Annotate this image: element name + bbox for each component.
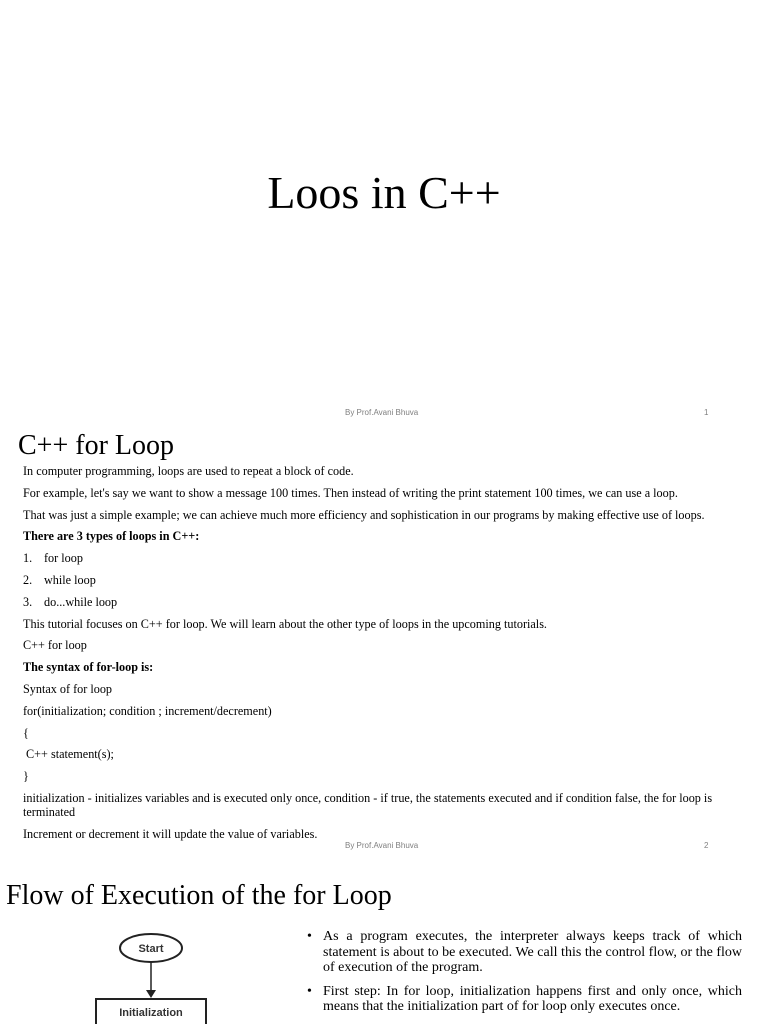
code-line: } [23, 769, 29, 784]
slide-1 [0, 0, 768, 428]
slide-page-number: 1 [704, 408, 709, 417]
explanation-line: initialization - initializes variables and is executed only once, condition - if true, the statements executed and if condition false, the for loop is terminated [23, 790, 713, 819]
flow-arrowhead [146, 990, 156, 998]
body-line: That was just a simple example; we can achieve much more efficiency and sophistication in our programs by making effective use of loops. [23, 507, 705, 522]
list-number: 2. [23, 572, 33, 587]
bullet-icon: • [307, 983, 312, 999]
body-line: Increment or decrement it will update the value of variables. [23, 826, 318, 841]
list-item [23, 573, 753, 587]
bullet-icon: • [307, 929, 312, 944]
list-number: 1. [23, 551, 33, 566]
slide-page-number: 2 [704, 841, 709, 850]
flowchart [90, 928, 220, 1024]
body-line: For example, let's say we want to show a message 100 times. Then instead of writing the print statement 100 times, we can use a loop. [23, 485, 678, 500]
slide-title: C++ for Loop [18, 430, 175, 461]
list-item [23, 551, 753, 565]
slide-body [23, 464, 753, 849]
slide-footer-author: By Prof.Avani Bhuva [345, 408, 419, 417]
slide-2 [0, 428, 768, 856]
initialization-label: Initialization [119, 1007, 183, 1019]
body-line: This tutorial focuses on C++ for loop. We will learn about the other type of loops in the upcoming tutorials. [23, 616, 547, 631]
list-item [23, 595, 753, 609]
body-line: In computer programming, loops are used to repeat a block of code. [23, 464, 354, 478]
slide-3 [0, 856, 768, 1024]
body-line: C++ for loop [23, 638, 87, 653]
start-label: Start [138, 943, 164, 955]
bullet-item [307, 929, 742, 976]
bullet-item [307, 984, 742, 1015]
types-heading: There are 3 types of loops in C++: [23, 529, 200, 544]
code-line: { [23, 725, 29, 740]
list-label: do...while loop [44, 594, 118, 609]
bullet-text: First step: In for loop, initialization happens first and only once, which means that the initialization part of for loop only executes once. [323, 983, 742, 1014]
code-line: for(initialization; condition ; increment/decrement) [23, 703, 272, 718]
syntax-heading: The syntax of for-loop is: [23, 660, 154, 675]
body-line: Syntax of for loop [23, 681, 113, 696]
bullet-text: As a program executes, the interpreter always keeps track of which statement is about to be executed. We call this the control flow, or the flow of execution of the program. [323, 929, 742, 975]
slide-title: Loos in C++ [267, 167, 501, 218]
code-line: C++ statement(s); [23, 747, 114, 762]
slide-footer-author: By Prof.Avani Bhuva [345, 841, 419, 850]
bullet-list [307, 929, 742, 1023]
slide-title: Flow of Execution of the for Loop [6, 880, 392, 911]
list-number: 3. [23, 594, 33, 609]
list-label: while loop [44, 572, 96, 587]
list-label: for loop [44, 551, 83, 566]
